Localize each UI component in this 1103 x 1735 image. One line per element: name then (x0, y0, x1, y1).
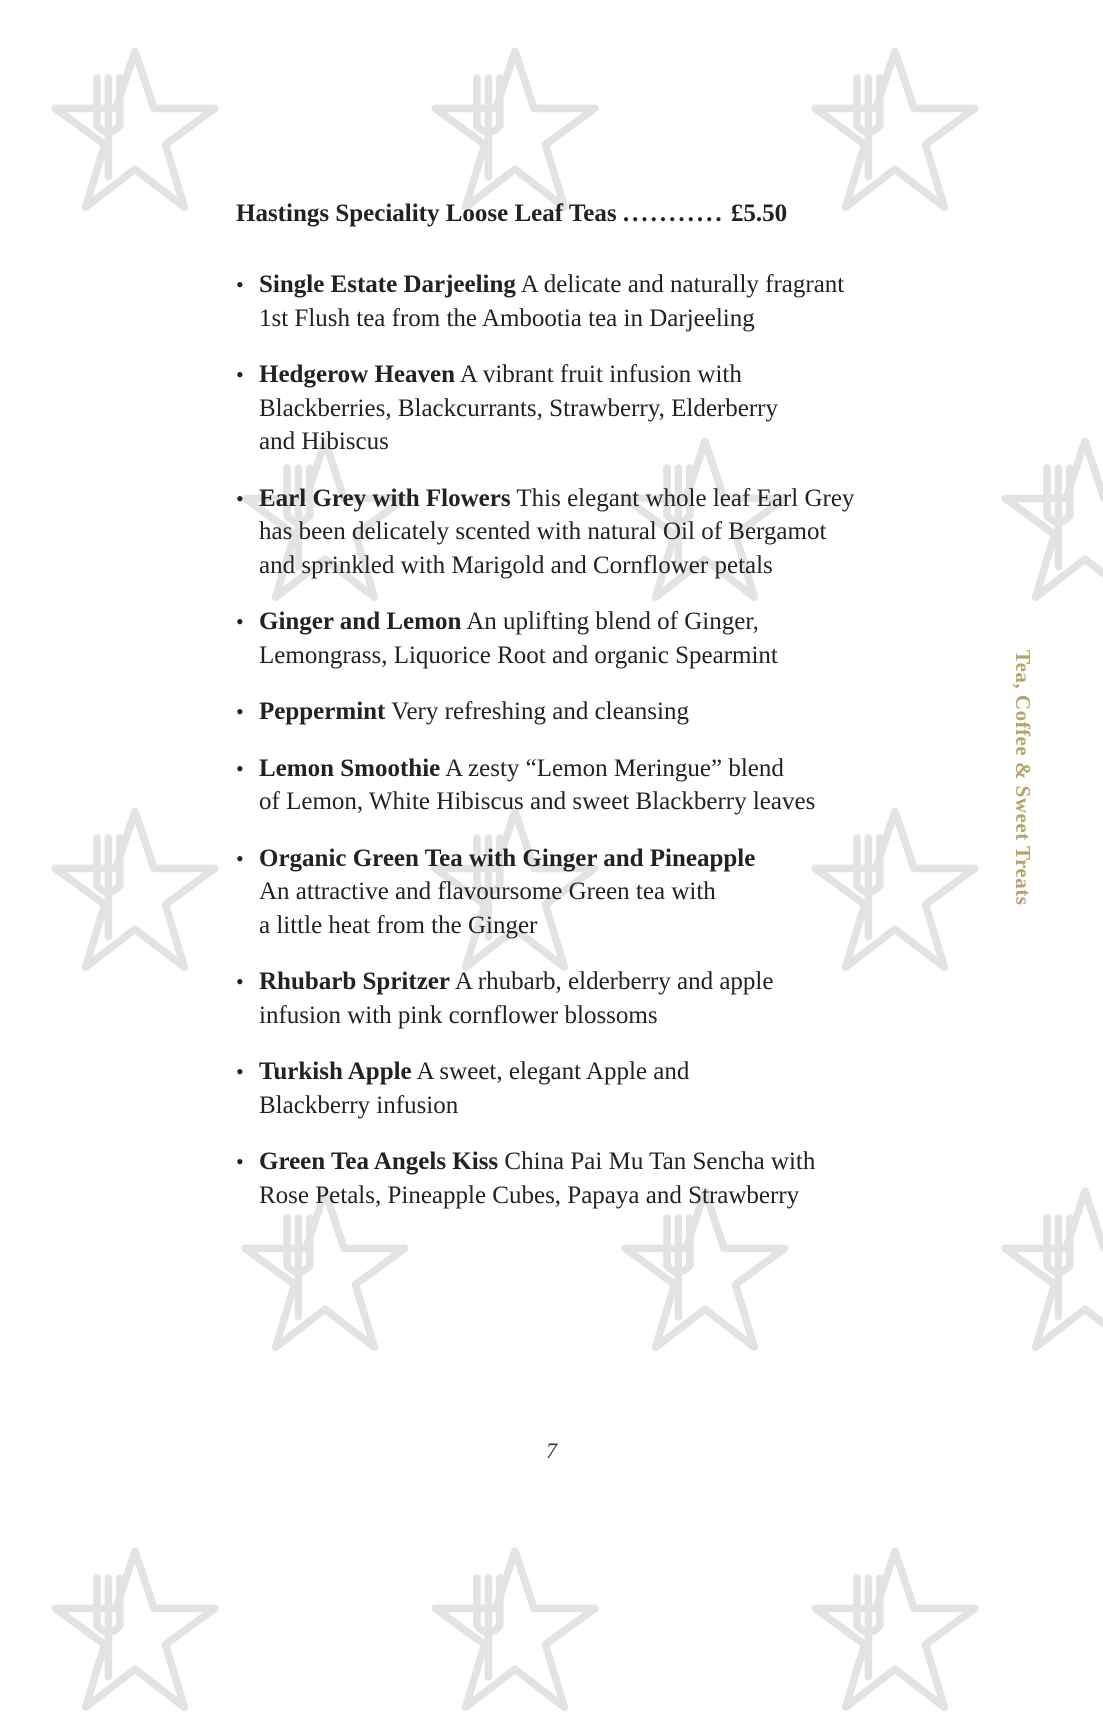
section-heading (236, 196, 856, 232)
tea-name: Ginger and Lemon (259, 608, 462, 635)
tea-description-line: and sprinkled with Marigold and Cornflower petals (259, 551, 773, 579)
bullet-icon: • (236, 699, 244, 724)
list-item (236, 965, 886, 1032)
tea-description-line: has been delicately scented with natural Oil of Bergamot (259, 518, 827, 545)
tea-description-line: 1st Flush tea from the Ambootia tea in Darjeeling (259, 304, 755, 332)
bullet-icon: • (236, 969, 244, 994)
tea-description-line: infusion with pink cornflower blossoms (259, 1001, 658, 1029)
tea-name: Rhubarb Spritzer (259, 968, 450, 995)
tea-description: A vibrant fruit infusion with (455, 361, 742, 388)
bullet-icon: • (236, 755, 244, 781)
tea-description-line: of Lemon, White Hibiscus and sweet Blackberry leaves (259, 788, 816, 815)
tea-description: A zesty “Lemon Meringue” blend (440, 754, 784, 782)
tea-name: Lemon Smoothie (259, 754, 441, 782)
bullet-icon: • (236, 362, 244, 387)
tea-name: Turkish Apple (259, 1058, 412, 1085)
list-item (236, 1145, 886, 1212)
tea-name: Single Estate Darjeeling (259, 271, 516, 298)
list-item (236, 358, 886, 459)
list-item (236, 842, 886, 943)
list-item (236, 605, 886, 672)
tea-description-line: a little heat from the Ginger (259, 911, 538, 939)
list-item (236, 752, 886, 819)
bullet-icon: • (236, 1059, 244, 1084)
tea-description-line: Blackberry infusion (259, 1091, 459, 1119)
tea-description: An uplifting blend of Ginger, (461, 608, 759, 635)
tea-description: Very refreshing and cleansing (385, 698, 689, 725)
list-item (236, 482, 886, 583)
bullet-icon: • (236, 1149, 244, 1174)
list-item (236, 1055, 886, 1122)
tea-description-line: An attractive and flavoursome Green tea with (259, 878, 716, 905)
section-side-label: Tea, Coffee & Sweet Treats (1011, 650, 1035, 906)
section-price: £5.50 (730, 200, 788, 227)
bullet-icon: • (236, 272, 244, 297)
tea-description-line: Blackberries, Blackcurrants, Strawberry, Elderberry (259, 394, 778, 422)
tea-description: A sweet, elegant Apple and (411, 1058, 690, 1085)
tea-name: Earl Grey with Flowers (259, 484, 511, 512)
tea-name: Hedgerow Heaven (259, 361, 456, 388)
tea-description: A delicate and naturally fragrant (515, 271, 845, 298)
tea-name: Organic Green Tea with Ginger and Pineapple (259, 844, 756, 872)
tea-description: A rhubarb, elderberry and apple (449, 968, 774, 995)
tea-description-line: Rose Petals, Pineapple Cubes, Papaya and Strawberry (259, 1181, 800, 1209)
list-item (236, 695, 886, 729)
tea-description: This elegant whole leaf Earl Grey (510, 484, 855, 512)
tea-name: Green Tea Angels Kiss (259, 1148, 499, 1175)
tea-name: Peppermint (259, 698, 386, 725)
bullet-icon: • (236, 609, 244, 634)
tea-description-line: and Hibiscus (259, 428, 389, 455)
section-title: Hastings Speciality Loose Leaf Teas (236, 200, 617, 227)
bullet-icon: • (236, 845, 244, 871)
tea-description-line: Lemongrass, Liquorice Root and organic Spearmint (259, 641, 778, 669)
price-leader: ........... (622, 200, 725, 227)
list-item (236, 268, 886, 335)
bullet-icon: • (236, 485, 244, 511)
tea-description: China Pai Mu Tan Sencha with (498, 1148, 816, 1175)
tea-list (236, 268, 886, 1235)
page-number: 7 (546, 1438, 557, 1463)
